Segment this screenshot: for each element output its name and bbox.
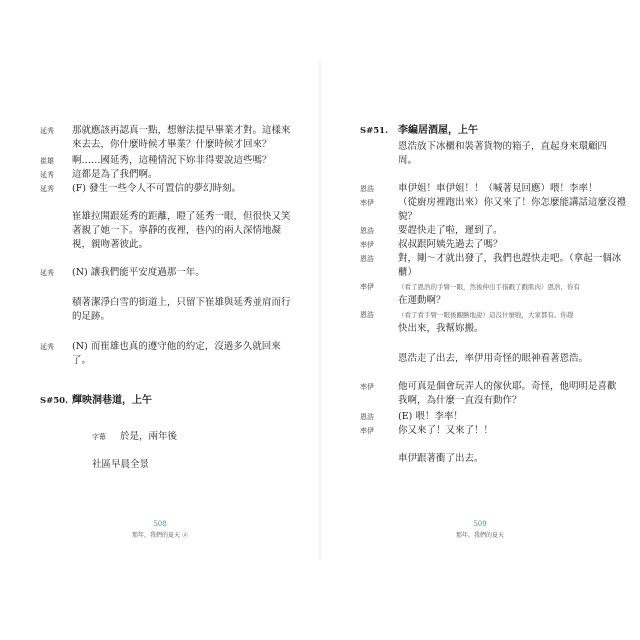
dialogue-line: 視，親吻著彼此。	[72, 239, 149, 250]
dialogue-line: 啊……國延秀，這種情況下妳非得要說這些嗎？	[72, 155, 272, 166]
dialogue-line: (N) 讓我們能平安度過那一年。	[72, 267, 205, 278]
scene-title: 李編居酒屋，上午	[398, 125, 478, 136]
dialogue-line: 對，剛～才就出發了，我們也趕快走吧。（拿起一個冰	[398, 253, 622, 264]
dialogue-line: 貌？	[398, 211, 418, 222]
dialogue-line: （從廚房裡跑出來）你又來了！你怎麼能講話這麼沒禮	[398, 197, 627, 208]
speaker-label: 恩浩	[360, 185, 374, 193]
speaker-label: 恩浩	[360, 227, 374, 235]
caption-text: 於是，兩年後	[120, 431, 178, 442]
dialogue-line: 崔雄拉開跟延秀的距離，瞪了延秀一眼，但很快又笑	[72, 211, 291, 222]
speaker-label: 延秀	[40, 269, 54, 277]
speaker-label: 延秀	[40, 185, 54, 193]
dialogue-line: 他可真是個會玩弄人的傢伙耶。奇怪，他明明是喜歡	[398, 381, 617, 392]
dialogue-line: 的足跡。	[72, 311, 111, 322]
speaker-label: 率伊	[360, 427, 374, 435]
speaker-label: 率伊	[360, 283, 374, 291]
speaker-label: 延秀	[40, 171, 54, 179]
scene-number: S#50.	[40, 396, 69, 406]
speaker-label: 恩浩	[360, 255, 374, 263]
right-page	[320, 0, 640, 640]
dialogue-line: 櫃）	[398, 267, 418, 278]
dialogue-line: (E) 喂！李率！	[398, 411, 463, 422]
action-line: 周。	[398, 155, 418, 166]
dialogue-line: 我啊，為什麼一直沒有動作？	[398, 395, 522, 406]
dialogue-line: 積著潔淨白雪的街道上，只留下崔雄與延秀並肩而行	[72, 297, 291, 308]
dialogue-line: 著親了她一下。寧靜的夜裡，巷內的兩人深情地凝	[72, 225, 282, 236]
dialogue-line: 車伊姐！車伊姐！！（喊著見回應）喂！李率！	[398, 183, 598, 194]
speaker-label: 恩浩	[360, 311, 374, 319]
dialogue-line: (F) 發生一些令人不可置信的夢幻時刻。	[72, 183, 242, 194]
caption-label: 字幕	[92, 433, 106, 441]
speaker-label: 率伊	[360, 383, 374, 391]
dialogue-line: 快出來，我幫妳搬。	[398, 323, 484, 334]
dialogue-line: 你又來了！又來了！！	[398, 425, 494, 436]
speaker-label: 率伊	[360, 199, 374, 207]
dialogue-line: （看了看手臂一眼後靦腆地說）這沒什麼啦，大家都有。你趕	[398, 311, 574, 319]
dialogue-line: (N) 而崔雄也真的遵守他的約定，沒過多久就回來	[72, 341, 281, 352]
dialogue-line: 要趕快走了啦，遲到了。	[398, 225, 503, 236]
action-line: 社區早晨全景	[92, 459, 150, 470]
dialogue-line: 那就應該再認真一點，想辦法提早畢業才對。這樣來	[72, 125, 291, 136]
speaker-label: 率伊	[360, 241, 374, 249]
dialogue-line: 在運動啊？	[398, 295, 446, 306]
dialogue-line: 恩浩走了出去，率伊用奇怪的眼神看著恩浩。	[398, 353, 589, 364]
action-line: 恩浩放下冰櫃和裝著貨物的箱子，直起身來環顧四	[398, 141, 608, 152]
dialogue-line: 來去去，你什麼時候才畢業？什麼時候才回來？	[72, 139, 272, 150]
speaker-label: 恩浩	[360, 413, 374, 421]
page-footer: 那年，我們的夏天	[455, 532, 504, 539]
speaker-label: 延秀	[40, 343, 54, 351]
dialogue-line: 叔叔跟阿姨先過去了嗎？	[398, 239, 503, 250]
speaker-label: 延秀	[40, 127, 54, 135]
speaker-label: 崔雄	[40, 157, 54, 165]
dialogue-line: 車伊跟著衝了出去。	[398, 453, 484, 464]
page-number: 508	[153, 520, 167, 528]
dialogue-line: 這都是為了我們啊。	[72, 169, 158, 180]
page-footer: 那年，我們的夏天 ②	[132, 532, 188, 539]
scene-number: S#51.	[360, 126, 389, 136]
dialogue-line: 了。	[72, 355, 92, 366]
dialogue-line: （看了恩浩的手臂一眼，然後伸出手指戳了戳肌肉）恩浩，你有	[398, 283, 580, 291]
scene-title: 輝映洞巷道，上午	[72, 395, 152, 406]
page-number: 509	[473, 520, 487, 528]
